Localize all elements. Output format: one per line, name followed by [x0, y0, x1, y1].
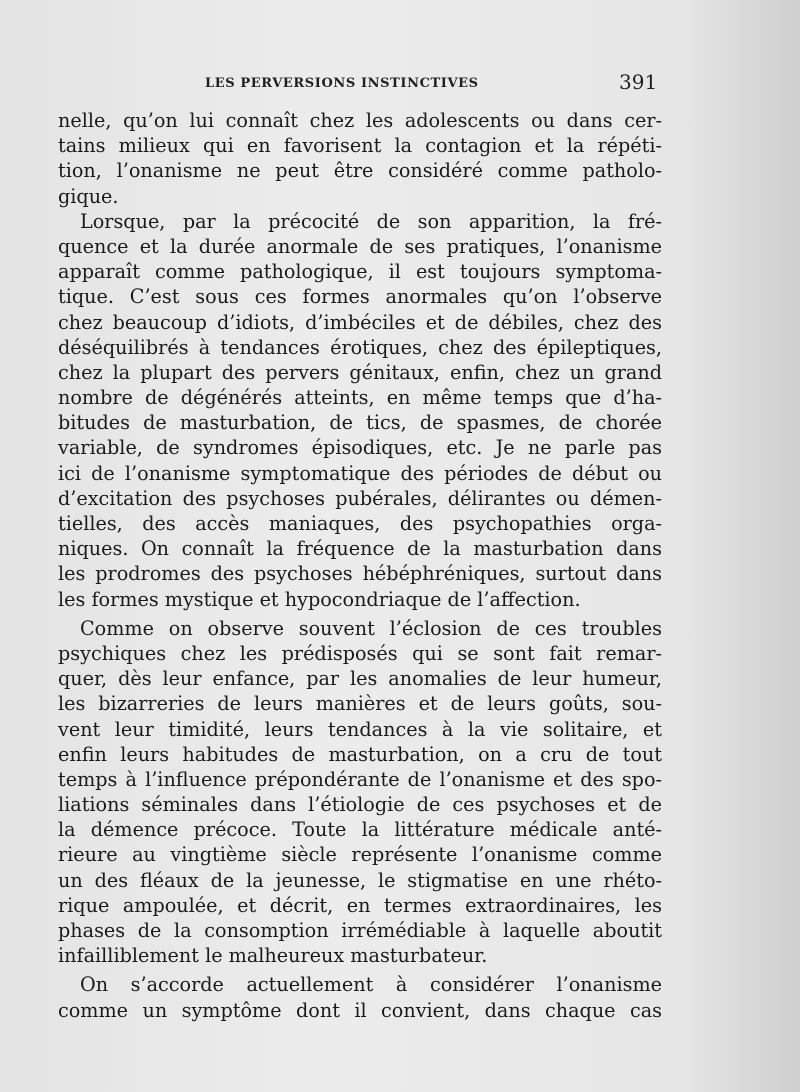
text-line: nelle, qu’on lui connaît chez les adolescents ou dans cer- — [58, 109, 662, 132]
paragraph — [58, 209, 662, 612]
paragraph — [58, 972, 662, 1022]
text-line: d’excitation des psychoses pubérales, délirantes ou démen- — [58, 486, 662, 510]
text-line: temps à l’influence prépondérante de l’onanisme et des spo- — [58, 767, 662, 791]
text-line: les formes mystique et hypocondriaque de l’affection. — [58, 587, 581, 611]
text-line: ici de l’onanisme symptomatique des périodes de début ou — [58, 461, 662, 485]
text-line: chez beaucoup d’idiots, d’imbéciles et de débiles, chez des — [58, 310, 662, 334]
text-line: la démence précoce. Toute la littérature médicale anté- — [58, 818, 662, 842]
text-line: gique. — [58, 184, 119, 208]
text-line: Comme on observe souvent l’éclosion de ces troubles — [80, 616, 662, 640]
body-text — [58, 108, 662, 1023]
text-line: niques. On connaît la fréquence de la masturbation dans — [58, 537, 662, 561]
running-title: LES PERVERSIONS INSTINCTIVES — [205, 76, 479, 91]
text-line: les prodromes des psychoses hébéphréniques, surtout dans — [58, 562, 662, 586]
text-line: déséquilibrés à tendances érotiques, chez des épileptiques, — [58, 335, 662, 359]
text-line: tielles, des accès maniaques, des psychopathies orga- — [58, 512, 662, 535]
text-line: nombre de dégénérés atteints, en même temps que d’ha- — [58, 386, 662, 410]
text-line: infailliblement le malheureux masturbateur. — [58, 944, 488, 968]
text-line: apparaît comme pathologique, il est toujours symptoma- — [58, 260, 662, 284]
text-line: rique ampoulée, et décrit, en termes extraordinaires, les — [58, 893, 662, 917]
text-line: bitudes de masturbation, de tics, de spasmes, de chorée — [58, 411, 662, 435]
text-line: tion, l’onanisme ne peut être considéré comme patholo- — [58, 159, 662, 183]
text-line: enfin leurs habitudes de masturbation, on a cru de tout — [58, 742, 662, 766]
text-line: quer, dès leur enfance, par les anomalies de leur humeur, — [58, 667, 662, 691]
text-line: comme un symptôme dont il convient, dans chaque cas — [58, 998, 662, 1022]
text-line: tique. C’est sous ces formes anormales qu’on l’observe — [58, 285, 662, 309]
text-line: psychiques chez les prédisposés qui se sont fait remar- — [58, 641, 662, 665]
text-line: variable, de syndromes épisodiques, etc. Je ne parle pas — [58, 436, 662, 460]
text-line: vent leur timidité, leurs tendances à la vie solitaire, et — [58, 717, 662, 741]
text-line: On s’accorde actuellement à considérer l’onanisme — [80, 973, 662, 997]
text-line: phases de la consomption irrémédiable à laquelle aboutit — [58, 919, 662, 942]
text-line: un des fléaux de la jeunesse, le stigmatise en une rhéto- — [58, 868, 662, 892]
paragraph — [58, 108, 662, 209]
text-line: chez la plupart des pervers génitaux, enfin, chez un grand — [58, 360, 662, 384]
text-line: les bizarreries de leurs manières et de leurs goûts, sou- — [58, 692, 662, 716]
paragraph — [58, 616, 662, 969]
page-number: 391 — [619, 70, 658, 94]
text-line: Lorsque, par la précocité de son apparition, la fré- — [80, 209, 662, 233]
text-line: liations séminales dans l’étiologie de ces psychoses et de — [58, 793, 662, 817]
text-line: rieure au vingtième siècle représente l’onanisme comme — [58, 843, 662, 867]
text-line: tains milieux qui en favorisent la contagion et la répéti- — [58, 134, 662, 158]
text-line: quence et la durée anormale de ses pratiques, l’onanisme — [58, 234, 662, 258]
